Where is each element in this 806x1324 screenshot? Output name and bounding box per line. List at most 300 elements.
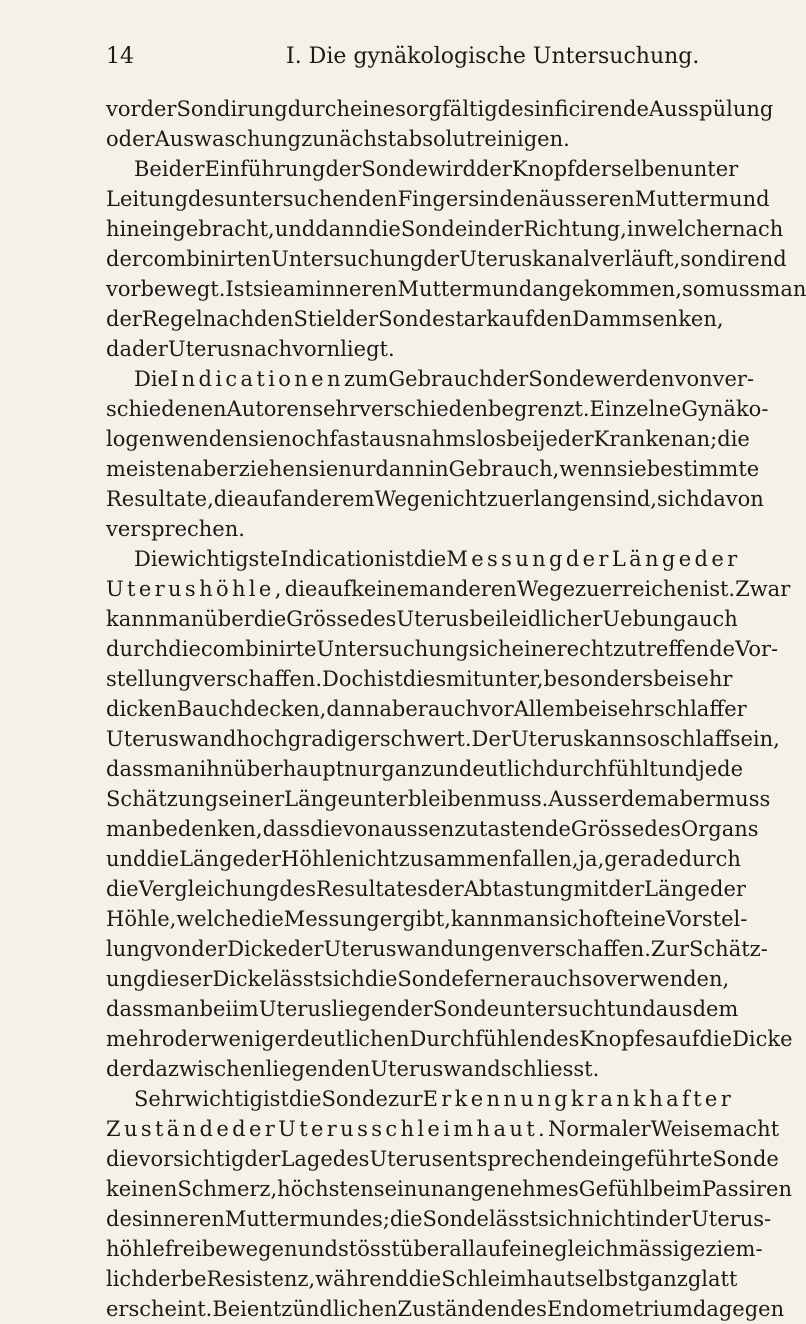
- text-word: bewegen: [201, 1237, 298, 1261]
- text-word: sich: [322, 967, 365, 991]
- text-word: Schmerz,: [177, 1177, 278, 1201]
- text-word: bei: [199, 997, 233, 1021]
- text-word: Stiel: [293, 307, 343, 331]
- text-word: bei: [574, 697, 608, 721]
- text-word: dass: [106, 997, 154, 1021]
- text-word: verschieden: [359, 397, 489, 421]
- body-text: [106, 94, 806, 1324]
- text-word: der: [131, 337, 168, 361]
- text-word: Schleimhaut: [441, 1267, 575, 1291]
- text-word: sorgfältig: [395, 97, 498, 121]
- text-word: den: [499, 187, 539, 211]
- text-word: Grösse: [286, 607, 360, 631]
- text-line: [106, 1204, 772, 1234]
- text-word: selbst: [574, 1267, 638, 1291]
- text-word: auf: [246, 487, 281, 511]
- text-word: leidlicher: [501, 607, 603, 631]
- text-word: durch: [678, 847, 741, 871]
- text-word: Uteruswandungen: [323, 937, 521, 961]
- text-word: des: [106, 1207, 143, 1231]
- text-word: Ist: [225, 277, 253, 301]
- text-word: so: [681, 277, 706, 301]
- text-word: zur: [387, 1087, 423, 1111]
- text-word: Uteruswand: [106, 727, 237, 751]
- text-word: Uterus: [369, 1147, 443, 1171]
- text-word: ganz: [637, 1267, 688, 1291]
- text-word: des: [542, 1027, 580, 1051]
- text-word: reinigen.: [474, 127, 570, 151]
- text-line: [106, 724, 780, 754]
- text-word: Endometrium: [546, 1297, 693, 1321]
- text-word: man: [106, 817, 152, 841]
- text-line: [106, 94, 774, 124]
- text-word: Muttermund: [397, 277, 533, 301]
- text-word: ganz: [381, 757, 432, 781]
- text-word: hochgradig: [236, 727, 358, 751]
- text-word: anderem: [280, 487, 375, 511]
- text-word: im: [232, 997, 259, 1021]
- text-word: die: [213, 487, 247, 511]
- text-word: gerade: [604, 847, 679, 871]
- text-word: man: [153, 997, 200, 1021]
- text-word: Uterus: [396, 607, 470, 631]
- text-word: anderen: [428, 577, 517, 601]
- text-line: [106, 1054, 700, 1084]
- text-word: inneren: [142, 1207, 225, 1231]
- text-word: besonders: [543, 667, 654, 691]
- text-word: die: [717, 427, 750, 451]
- text-word: desinficirende: [497, 97, 649, 121]
- text-word: der: [191, 937, 228, 961]
- text-word: der: [710, 877, 746, 901]
- text-word: ihn: [199, 757, 234, 781]
- text-word: des: [510, 1297, 547, 1321]
- text-word: dies: [402, 667, 447, 691]
- text-line: [106, 994, 739, 1024]
- text-word: der: [487, 217, 524, 241]
- text-word: von: [153, 937, 192, 961]
- text-word: vor: [479, 697, 514, 721]
- text-word: kann: [450, 907, 504, 931]
- text-word: Dicke: [212, 967, 273, 991]
- text-word: welche: [176, 907, 252, 931]
- text-word: wird: [427, 157, 476, 181]
- text-word: sein,: [729, 727, 780, 751]
- text-word: kann: [583, 727, 637, 751]
- text-word: Der: [471, 727, 511, 751]
- text-word: Länge: [644, 877, 710, 901]
- text-word: untersuchenden: [224, 187, 398, 211]
- text-line: [106, 784, 771, 814]
- text-word: am: [282, 277, 316, 301]
- text-word: nicht: [580, 1207, 635, 1231]
- text-word: vorbewegt.: [106, 277, 226, 301]
- text-word: stellung: [106, 667, 192, 691]
- text-word: äusseren: [538, 187, 635, 211]
- text-word: sehr: [607, 697, 655, 721]
- text-word: höchstens: [277, 1177, 385, 1201]
- text-word: die: [408, 1267, 442, 1291]
- text-word: Indicationen: [169, 367, 344, 391]
- text-word: Uterus: [167, 337, 241, 361]
- text-word: Abtastung: [463, 877, 574, 901]
- text-word: Sonde: [378, 307, 445, 331]
- text-word: Allem: [513, 697, 575, 721]
- text-word: beim: [649, 1177, 703, 1201]
- text-line: [106, 1264, 738, 1294]
- text-word: nicht: [432, 487, 487, 511]
- text-line: [106, 1144, 779, 1174]
- text-line: [106, 694, 747, 724]
- text-word: unterbleiben: [350, 787, 487, 811]
- text-word: durchfühlt: [545, 757, 658, 781]
- text-word: logen: [106, 427, 165, 451]
- text-word: gleichmässige: [554, 1237, 706, 1261]
- text-word: die: [310, 817, 343, 841]
- text-line: [106, 1114, 780, 1144]
- text-word: ergibt,: [379, 907, 451, 931]
- text-word: durch: [106, 637, 169, 661]
- text-word: von: [674, 367, 713, 391]
- text-word: der: [565, 547, 612, 571]
- text-word: der: [342, 307, 379, 331]
- text-word: Kranken: [593, 427, 685, 451]
- text-word: da: [106, 337, 132, 361]
- text-word: bedenken,: [151, 817, 263, 841]
- text-word: die: [168, 637, 201, 661]
- text-word: auch: [530, 967, 582, 991]
- text-word: Uteruskanal: [459, 247, 591, 271]
- text-line: [106, 874, 746, 904]
- text-word: Resultates: [316, 877, 428, 901]
- text-word: Gebrauch,: [448, 457, 560, 481]
- text-word: und: [274, 217, 316, 241]
- text-word: der: [244, 1147, 281, 1171]
- text-word: Durchfühlen: [409, 1027, 543, 1051]
- text-word: macht: [712, 1117, 780, 1141]
- text-word: zunächst: [301, 127, 397, 151]
- text-word: der: [140, 97, 177, 121]
- text-word: Passiren: [702, 1177, 793, 1201]
- text-word: Vorstel-: [665, 907, 748, 931]
- text-word: Normaler: [548, 1117, 651, 1141]
- text-word: sind,: [605, 487, 657, 511]
- text-word: dass: [262, 817, 311, 841]
- text-word: Einführung: [204, 157, 326, 181]
- text-word: lung: [106, 937, 154, 961]
- text-word: entzündlichen: [246, 1297, 398, 1321]
- text-word: Erkennung: [422, 1087, 571, 1111]
- text-word: in: [626, 217, 648, 241]
- text-word: Untersuchung: [316, 637, 469, 661]
- text-word: Ausserdem: [548, 787, 667, 811]
- text-word: erscheint.: [106, 1297, 213, 1321]
- text-word: Sehr: [134, 1087, 185, 1111]
- text-word: muss: [705, 277, 761, 301]
- text-word: und: [615, 997, 656, 1021]
- text-word: sich: [656, 487, 700, 511]
- text-word: zu: [486, 487, 512, 511]
- text-word: der: [287, 937, 324, 961]
- text-word: frei: [164, 1237, 202, 1261]
- text-line: [106, 154, 739, 184]
- text-word: man: [158, 607, 205, 631]
- text-word: jeder: [538, 427, 594, 451]
- text-line: [106, 304, 724, 334]
- text-word: liegender: [331, 997, 433, 1021]
- text-word: bei: [653, 667, 686, 691]
- text-word: bei: [506, 427, 539, 451]
- text-word: bestimmte: [646, 457, 760, 481]
- text-word: den: [254, 307, 294, 331]
- text-word: sondirend: [680, 247, 787, 271]
- text-word: Uterushöhle,: [106, 577, 285, 601]
- text-word: in: [428, 457, 449, 481]
- text-word: Sonde: [712, 1147, 779, 1171]
- text-word: und: [657, 757, 699, 781]
- text-word: Höhle,: [106, 907, 177, 931]
- text-word: weniger: [210, 1027, 298, 1051]
- text-word: der: [475, 157, 512, 181]
- text-word: wichtig: [184, 1087, 263, 1111]
- text-word: sehr: [312, 397, 360, 421]
- text-word: der: [427, 877, 464, 901]
- text-word: Untersuchung: [271, 247, 424, 271]
- text-word: der: [492, 367, 529, 391]
- text-word: keinem: [351, 577, 429, 601]
- text-word: mit: [573, 877, 609, 901]
- text-word: Organs: [681, 817, 759, 841]
- text-word: Muttermund: [634, 187, 770, 211]
- text-word: oder: [161, 1027, 211, 1051]
- text-word: Leitung: [106, 187, 189, 211]
- text-word: des: [188, 187, 225, 211]
- text-word: ferner: [463, 967, 531, 991]
- text-word: in: [479, 187, 500, 211]
- text-word: Richtung,: [523, 217, 627, 241]
- text-word: schiedenen: [106, 397, 227, 421]
- text-word: inneren: [315, 277, 398, 301]
- text-word: dass: [106, 757, 154, 781]
- text-word: zu: [454, 817, 479, 841]
- running-header: [106, 40, 700, 74]
- text-word: Zustände: [106, 1117, 233, 1141]
- text-line: [106, 604, 738, 634]
- text-line: [106, 364, 755, 394]
- text-word: der: [655, 1207, 692, 1231]
- text-word: untersucht: [499, 997, 616, 1021]
- text-word: der: [232, 1117, 279, 1141]
- text-word: des: [279, 877, 317, 901]
- text-word: durch: [287, 97, 351, 121]
- text-word: Sonde: [361, 157, 428, 181]
- text-word: sie: [308, 457, 339, 481]
- text-word: werden: [594, 367, 675, 391]
- text-word: die: [106, 1147, 139, 1171]
- text-word: erreichen: [599, 577, 703, 601]
- text-word: mitunter,: [446, 667, 544, 691]
- text-word: über: [204, 607, 254, 631]
- text-line: [106, 514, 700, 544]
- text-word: Schätzung: [106, 787, 219, 811]
- text-line: [106, 934, 768, 964]
- text-word: sie: [248, 427, 279, 451]
- text-word: überall: [399, 1237, 476, 1261]
- text-word: lässt: [488, 1207, 539, 1231]
- text-word: combinirten: [141, 247, 272, 271]
- text-word: Sonde: [400, 217, 468, 241]
- text-word: combinirte: [200, 637, 317, 661]
- text-word: Doch: [322, 667, 377, 691]
- text-word: verschaffen.: [191, 667, 323, 691]
- text-word: oder: [106, 127, 155, 151]
- text-word: begrenzt.: [488, 397, 590, 421]
- text-word: Wege: [374, 487, 433, 511]
- text-word: Autoren: [226, 397, 313, 421]
- text-word: ist.: [702, 577, 736, 601]
- text-word: nur: [338, 457, 376, 481]
- text-word: Schätz-: [689, 937, 768, 961]
- text-word: keinen: [106, 1177, 178, 1201]
- text-word: Lage: [280, 1147, 333, 1171]
- text-word: Auswaschung: [154, 127, 302, 151]
- text-line: [106, 1024, 793, 1054]
- text-word: absolut: [396, 127, 475, 151]
- text-word: tastende: [478, 817, 571, 841]
- text-word: Sonde: [321, 1087, 388, 1111]
- text-word: ist: [376, 667, 403, 691]
- text-word: den: [532, 307, 573, 331]
- text-word: dazwischen: [141, 1057, 266, 1081]
- text-word: wenden: [164, 427, 249, 451]
- text-word: die: [368, 217, 401, 241]
- text-word: derbe: [144, 1267, 207, 1291]
- text-word: Indication: [280, 547, 388, 571]
- text-word: des: [332, 1147, 370, 1171]
- text-word: von: [342, 817, 381, 841]
- text-word: Damm: [572, 307, 642, 331]
- text-word: vorsichtig: [138, 1147, 245, 1171]
- page-number: 14: [106, 44, 134, 69]
- text-line: [106, 334, 700, 364]
- text-word: Gebrauch: [388, 367, 493, 391]
- text-word: Wege: [516, 577, 576, 601]
- text-word: der: [106, 307, 142, 331]
- text-word: eingeführte: [588, 1147, 713, 1171]
- text-word: Knopfes: [579, 1027, 666, 1051]
- text-word: aber: [666, 787, 716, 811]
- text-word: davon: [699, 487, 764, 511]
- text-word: hineingebracht,: [106, 217, 275, 241]
- text-word: Bauchdecken,: [176, 697, 327, 721]
- text-word: Vergleichung: [138, 877, 280, 901]
- text-word: auf: [665, 1027, 700, 1051]
- text-line: [106, 484, 764, 514]
- text-line: [106, 394, 769, 424]
- text-line: [106, 814, 759, 844]
- text-word: nur: [344, 757, 382, 781]
- text-word: dem: [692, 997, 739, 1021]
- text-word: vor: [106, 97, 141, 121]
- text-word: sehr: [685, 667, 733, 691]
- text-word: muss: [715, 787, 771, 811]
- text-word: der: [608, 877, 645, 901]
- text-word: verschaffen.: [520, 937, 651, 961]
- text-word: Länge: [284, 787, 350, 811]
- text-word: Sonde: [422, 1207, 489, 1231]
- text-word: zusammenfallen,: [398, 847, 579, 871]
- text-word: der: [423, 247, 460, 271]
- text-word: sie: [252, 277, 283, 301]
- text-line: [106, 844, 741, 874]
- text-word: dagegen: [692, 1297, 785, 1321]
- text-word: auf: [499, 307, 533, 331]
- text-word: stösst: [337, 1237, 400, 1261]
- text-word: liegt.: [340, 337, 395, 361]
- text-word: die: [288, 1087, 322, 1111]
- text-line: [106, 1084, 735, 1114]
- text-word: eine: [509, 1237, 555, 1261]
- text-word: ung: [106, 967, 147, 991]
- text-word: dann: [326, 697, 380, 721]
- text-word: zutreffende: [612, 637, 736, 661]
- text-word: Vor-: [735, 637, 779, 661]
- text-line: [106, 964, 730, 994]
- text-word: die: [699, 1027, 733, 1051]
- text-word: an;: [684, 427, 718, 451]
- text-word: aussen: [380, 817, 455, 841]
- text-line: [106, 184, 770, 214]
- text-word: lässt: [272, 967, 323, 991]
- text-word: auf: [475, 1237, 510, 1261]
- text-word: Bei: [134, 157, 169, 181]
- text-word: und: [297, 1237, 338, 1261]
- text-word: aber: [190, 457, 239, 481]
- text-word: Die: [134, 547, 170, 571]
- text-word: versprechen.: [106, 517, 245, 541]
- text-word: nach: [731, 217, 784, 241]
- text-word: sie: [616, 457, 647, 481]
- text-word: man: [503, 907, 550, 931]
- text-word: angekommen,: [532, 277, 682, 301]
- text-word: Sondirung: [176, 97, 288, 121]
- text-line: [106, 1294, 785, 1324]
- text-word: die: [106, 877, 139, 901]
- text-word: höhle: [106, 1237, 165, 1261]
- text-word: Ausspülung: [648, 97, 774, 121]
- text-word: Uterusschleimhaut.: [278, 1117, 549, 1141]
- text-word: schlaffer: [654, 697, 747, 721]
- text-word: jede: [698, 757, 744, 781]
- text-word: dicken: [106, 697, 177, 721]
- text-word: Dicke: [732, 1027, 793, 1051]
- text-word: Uterus: [258, 997, 332, 1021]
- text-word: Messung: [446, 547, 566, 571]
- text-word: muss.: [486, 787, 549, 811]
- text-word: der: [106, 247, 142, 271]
- text-word: der: [325, 157, 362, 181]
- text-line: [106, 424, 750, 454]
- text-word: eine: [511, 637, 557, 661]
- text-word: nach: [240, 337, 293, 361]
- text-word: auf: [317, 577, 352, 601]
- text-line: [106, 124, 700, 154]
- text-word: während: [315, 1267, 409, 1291]
- text-word: man: [760, 277, 806, 301]
- text-word: die: [251, 907, 284, 931]
- text-word: zum: [343, 367, 389, 391]
- text-word: Zwar: [735, 577, 791, 601]
